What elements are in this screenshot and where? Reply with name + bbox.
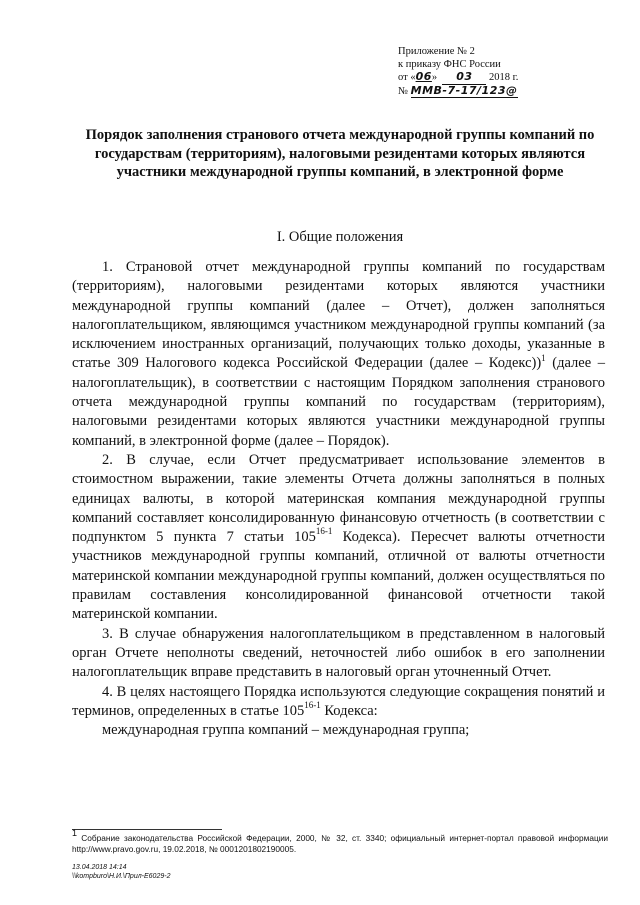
paragraph-1: 1. Страновой отчет международной группы компаний по государствам (территориям), налоговыми резидентами которых являются участники международной группы компаний (далее – Отчет), должен заполняться налогоплательщиком, являющимся участником международной группы компаний (за исключением иностранных организаций, получающих только доходы, указанные в статье 309 Налогового кодекса Российской Федерации (далее – Кодекс))$^1$ (далее – налогоплательщик), в соответствии с настоящим Порядком заполнения странового отчета международной группы компаний по государствам (территориям), налоговыми резидентами которых являются участники международной группы компаний, в электронной форме (далее – Порядок). xyxy=(72,259,605,449)
footnote-marker: 1 xyxy=(72,828,78,839)
order-number: № ММВ-7-17/123@ xyxy=(398,83,518,97)
footnote: $^1$ Собрание законодательства Российской Федерации, 2000, № 32, ст. 3340; официальный интернет-портал правовой информации http://www.pravo.gov.ru, 19.02.2018, № 0001201802190005. xyxy=(72,828,608,854)
approval-header xyxy=(398,46,518,98)
footnote-ref: 1 xyxy=(541,352,546,363)
paragraph-2: 2. В случае, если Отчет предусматривает использование элементов в стоимостном выражении, такие элементы Отчета должны заполняться в полных единицах валюты, в которой материнская компания международной группы компаний составляет консолидированную финансовую отчетность (в соответствии с подпунктом 5 пункта 7 статьи 105$^{16-1}$ Кодекса). Пересчет валюты отчетности участников международной группы компаний, отличной от валюты отчетности материнской компании международной группы компаний, должен осуществляться по правилам составления консолидированной финансовой отчетности такой материнской компании. xyxy=(72,451,606,623)
section-heading: I. Общие положения xyxy=(276,229,404,245)
order-month-handwritten: 03 xyxy=(442,71,486,85)
order-number-handwritten: ММВ-7-17/123@ xyxy=(410,83,518,97)
print-timestamp: 13.04.2018 14:14 xyxy=(72,864,127,871)
footnote-divider xyxy=(72,829,222,830)
paragraph-5: международная группа компаний – международная группа; xyxy=(102,722,470,739)
article-superscript: 16-1 xyxy=(315,526,333,537)
article-superscript: 16-1 xyxy=(304,700,321,710)
file-path: \\kompburo\Н.И.\Прил-Е6029-2 xyxy=(72,873,171,880)
paragraph-4: 4. В целях настоящего Порядка используются следующие сокращения понятий и терминов, определенных в статье 105$^{16-1}$ Кодекса: xyxy=(72,683,605,719)
order-reference: к приказу ФНС России xyxy=(398,58,501,70)
paragraph-3: 3. В случае обнаружения налогоплательщиком в представленном в налоговый орган Отчете неполноты сведений, неточностей либо ошибок в его заполнении налогоплательщик вправе представить в налоговый орган уточненный Отчет. xyxy=(72,625,605,681)
order-day-handwritten: 06 xyxy=(415,70,432,83)
document-title: Порядок заполнения странового отчета международной группы компаний по государствам (территориям), налоговыми резидентами которых являются участники международной группы компаний, в электронной форме xyxy=(85,127,595,180)
order-date: от «06» 03 2018 г. xyxy=(398,70,519,83)
document-body xyxy=(72,258,605,740)
appendix-label: Приложение № 2 xyxy=(398,46,475,57)
